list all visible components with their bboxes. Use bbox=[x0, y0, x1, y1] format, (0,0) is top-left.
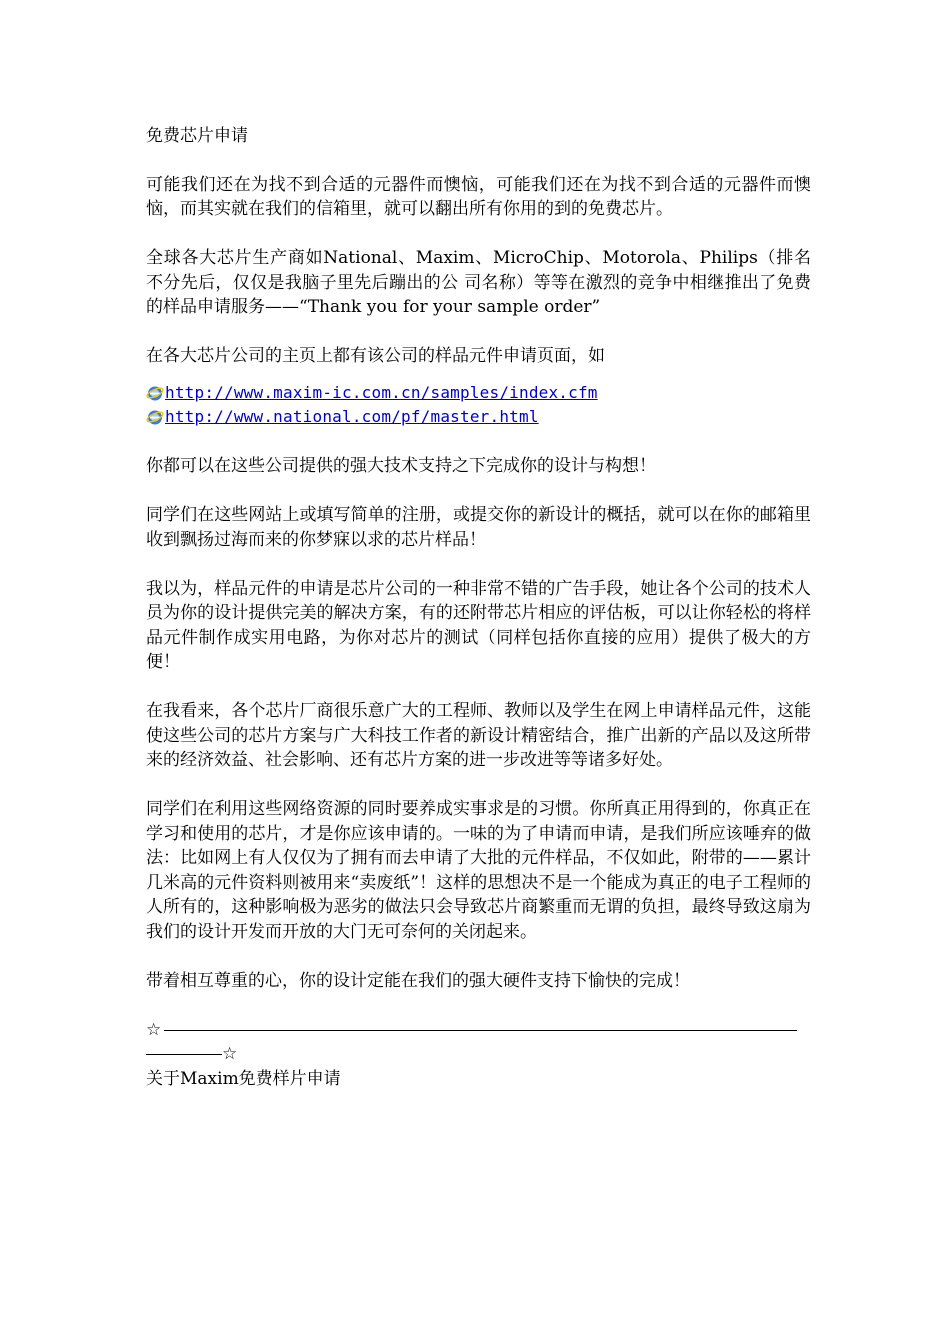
star-icon: ☆ bbox=[146, 1019, 162, 1040]
paragraph-sample-pages: 在各大芯片公司的主页上都有该公司的样品元件申请页面，如 bbox=[146, 346, 605, 366]
document-title: 免费芯片申请 bbox=[146, 126, 248, 146]
paragraph-benefits: 在我看来，各个芯片厂商很乐意广大的工程师、教师以及学生在网上申请样品元件，这能使这些公司的芯片方案与广大科技工作者的新设计精密结合，推广出新的产品以及这所带来的经济效益、社会影响、还有芯片方案的进一步改进等等诸多好处。 bbox=[146, 701, 811, 770]
paragraph-ethics: 同学们在利用这些网络资源的同时要养成实事求是的习惯。你所真正用得到的，你真正在学习和使用的芯片，才是你应该申请的。一味的为了申请而申请，是我们所应该唾弃的做法：比如网上有人仅仅为了拥有而去申请了大批的元件样品，不仅如此，附带的——累计几米高的元件资料则被用来“卖废纸”！这样的思想决不是一个能成为真正的电子工程师的人所有的，这种影响极为恶劣的做法只会导致芯片商繁重而无谓的负担，最终导致这扇为我们的设计开发而开放的大门无可奈何的关闭起来。 bbox=[146, 799, 811, 942]
paragraph-advertising: 我以为，样品元件的申请是芯片公司的一种非常不错的广告手段，她让各个公司的技术人员为你的设计提供完美的解决方案，有的还附带芯片相应的评估板，可以让你轻松的将样品元件制作成实用电路，为你对芯片的测试（同样包括你直接的应用）提供了极大的方便！ bbox=[146, 578, 811, 672]
ie-icon bbox=[146, 408, 164, 426]
document-page bbox=[146, 124, 811, 1091]
paragraph-design-support: 你都可以在这些公司提供的强大技术支持之下完成你的设计与构想！ bbox=[146, 456, 656, 476]
divider-line bbox=[164, 1030, 797, 1031]
link-national-samples[interactable]: http://www.national.com/pf/master.html bbox=[165, 407, 539, 426]
section-title-maxim: 关于Maxim免费样片申请 bbox=[146, 1068, 341, 1089]
paragraph-intro: 可能我们还在为找不到合适的元器件而懊恼，可能我们还在为找不到合适的元器件而懊恼，而其实就在我们的信箱里，就可以翻出所有你用的到的免费芯片。 bbox=[146, 174, 811, 219]
link-maxim-samples[interactable]: http://www.maxim-ic.com.cn/samples/index.cfm bbox=[165, 382, 598, 402]
paragraph-registration: 同学们在这些网站上或填写简单的注册，或提交你的新设计的概括，就可以在你的邮箱里收到飘扬过海而来的你梦寐以求的芯片样品！ bbox=[146, 505, 811, 550]
ie-icon bbox=[146, 384, 164, 402]
paragraph-manufacturers: 全球各大芯片生产商如National、Maxim、MicroChip、Motorola、Philips（排名不分先后，仅仅是我脑子里先后蹦出的公 司名称）等等在激烈的竞争中相继推出了免费的样品申请服务——“Thank you for your sample order” bbox=[146, 248, 811, 317]
star-icon: ☆ bbox=[222, 1044, 238, 1064]
link-row-national bbox=[146, 405, 811, 430]
divider-line bbox=[146, 1054, 222, 1055]
link-list bbox=[146, 381, 811, 430]
section-divider bbox=[146, 1018, 811, 1067]
paragraph-closing: 带着相互尊重的心，你的设计定能在我们的强大硬件支持下愉快的完成！ bbox=[146, 970, 690, 991]
link-row-maxim bbox=[146, 381, 811, 406]
